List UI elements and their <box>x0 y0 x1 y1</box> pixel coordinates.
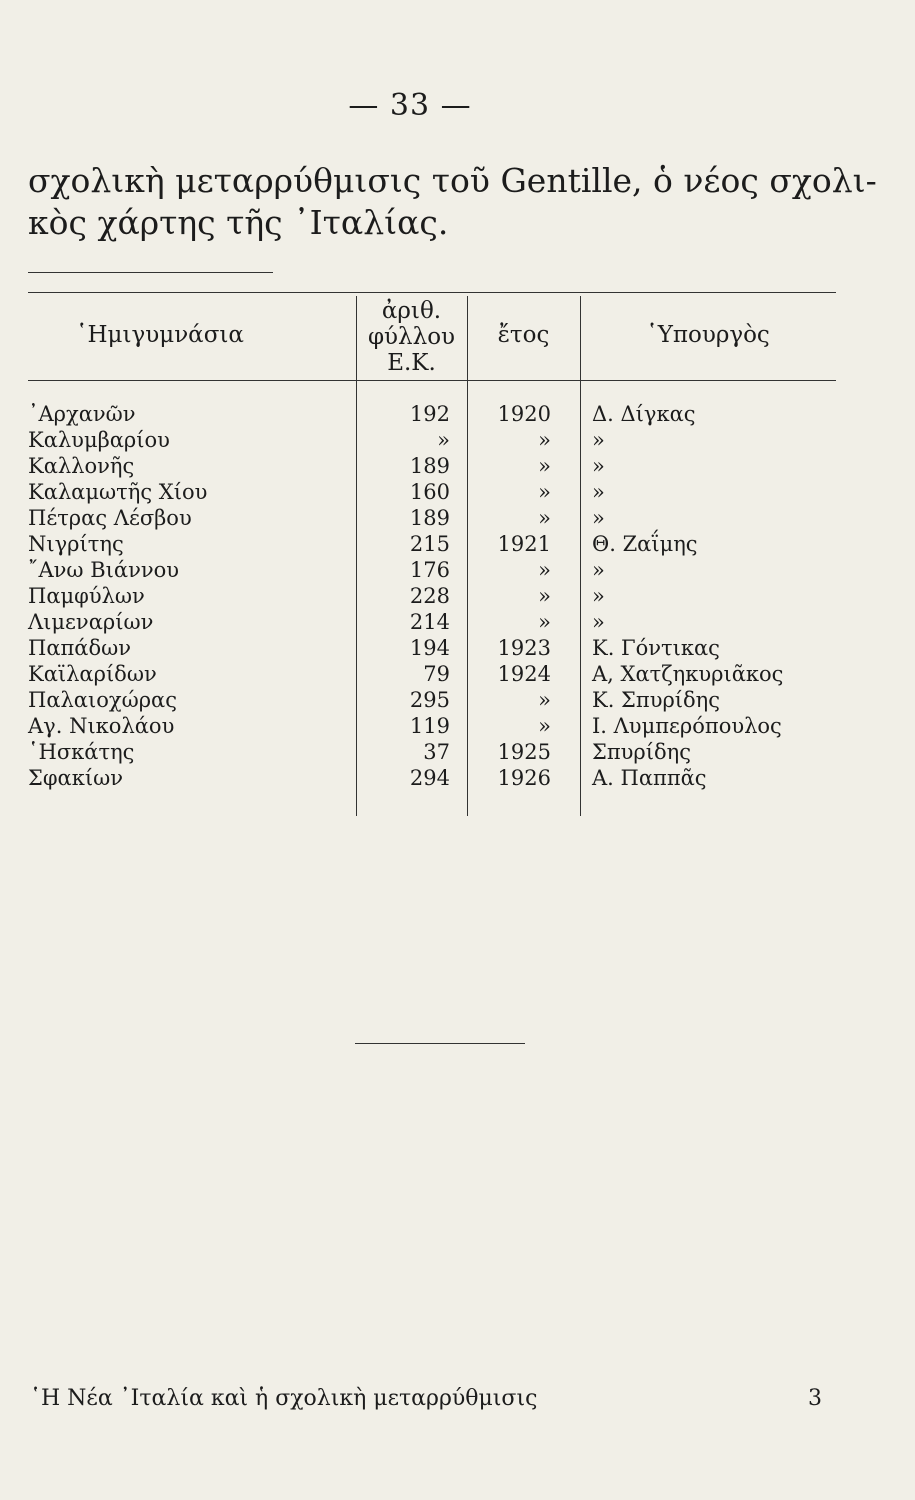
cell-year: » <box>538 688 551 712</box>
cell-sheet-number: 79 <box>423 662 450 686</box>
cell-year: » <box>538 428 551 452</box>
header-year: ἔτος <box>497 322 550 348</box>
cell-school: Σφακίων <box>28 766 123 790</box>
cell-minister: Κ. Γόντικας <box>592 636 720 660</box>
cell-minister: Σπυρίδης <box>592 740 691 764</box>
table-row <box>0 532 915 558</box>
cell-school: ᾿Αρχανῶν <box>28 402 136 426</box>
cell-sheet-number: » <box>437 428 450 452</box>
cell-sheet-number: 194 <box>409 636 450 660</box>
cell-year: » <box>538 506 551 530</box>
cell-minister: Κ. Σπυρίδης <box>592 688 721 712</box>
cell-sheet-number: 214 <box>409 610 450 634</box>
cell-sheet-number: 215 <box>409 532 450 556</box>
cell-sheet-number: 189 <box>409 506 450 530</box>
cell-school: Πέτρας Λέσβου <box>28 506 192 530</box>
cell-minister: Θ. Ζαΐμης <box>592 532 698 556</box>
table-row <box>0 506 915 532</box>
cell-year: » <box>538 714 551 738</box>
header-school: ῾Ημιγυμνάσια <box>76 322 244 348</box>
footer-book-title: ῾Η Νέα ᾿Ιταλία καὶ ἡ σχολικὴ μεταρρύθμισις <box>30 1386 538 1411</box>
table-row <box>0 766 915 792</box>
cell-minister: » <box>592 506 605 530</box>
table-row <box>0 610 915 636</box>
table-row <box>0 402 915 428</box>
intro-line-1: σχολικὴ μεταρρύθμισις τοῦ Gentille, ὁ νέος σχολι- <box>28 161 877 200</box>
header-minister: ῾Υπουργὸς <box>646 322 770 348</box>
cell-minister: Α, Χατζηκυριᾶκος <box>592 662 784 686</box>
cell-school: Παπάδων <box>28 636 132 660</box>
cell-year: 1924 <box>497 662 551 686</box>
cell-school: Καϊλαρίδων <box>28 662 157 686</box>
table-row <box>0 480 915 506</box>
footer-signature-mark: 3 <box>808 1386 822 1411</box>
cell-sheet-number: 294 <box>409 766 450 790</box>
cell-minister: Δ. Δίγκας <box>592 402 696 426</box>
table-top-rule <box>28 292 836 293</box>
cell-minister: » <box>592 610 605 634</box>
table-row <box>0 662 915 688</box>
cell-sheet-number: 295 <box>409 688 450 712</box>
cell-year: 1926 <box>497 766 551 790</box>
cell-sheet-number: 228 <box>409 584 450 608</box>
cell-school: ῎Ανω Βιάννου <box>28 558 180 582</box>
table-row <box>0 584 915 610</box>
cell-school: Καλλονῆς <box>28 454 135 478</box>
header-sheet-line-3: Ε.Κ. <box>387 350 436 376</box>
table-body <box>0 402 915 792</box>
cell-school: Νιγρίτης <box>28 532 124 556</box>
cell-year: 1925 <box>497 740 551 764</box>
header-sheet-line-1: ἀριθ. <box>381 298 442 324</box>
table-row <box>0 428 915 454</box>
cell-school: Αγ. Νικολάου <box>28 714 175 738</box>
intro-paragraph <box>28 160 877 244</box>
table-row <box>0 558 915 584</box>
header-sheet-line-2: φύλλου <box>367 324 456 350</box>
cell-minister: Α. Παππᾶς <box>592 766 707 790</box>
cell-school: Λιμεναρίων <box>28 610 154 634</box>
cell-year: » <box>538 454 551 478</box>
closing-rule <box>355 1043 525 1044</box>
cell-school: Καλαμωτῆς Χίου <box>28 480 208 504</box>
cell-school: Καλυμβαρίου <box>28 428 170 452</box>
cell-sheet-number: 176 <box>409 558 450 582</box>
intro-line-2: κὸς χάρτης τῆς ᾿Ιταλίας. <box>28 203 449 242</box>
table-row <box>0 636 915 662</box>
cell-minister: Ι. Λυμπερόπουλος <box>592 714 782 738</box>
cell-year: » <box>538 558 551 582</box>
table-row <box>0 688 915 714</box>
cell-year: 1920 <box>497 402 551 426</box>
cell-sheet-number: 160 <box>409 480 450 504</box>
table-header-rule <box>28 380 836 381</box>
cell-sheet-number: 37 <box>423 740 450 764</box>
cell-minister: » <box>592 428 605 452</box>
table-row <box>0 740 915 766</box>
cell-year: » <box>538 584 551 608</box>
cell-minister: » <box>592 480 605 504</box>
cell-minister: » <box>592 558 605 582</box>
cell-school: Παμφύλων <box>28 584 145 608</box>
cell-year: 1921 <box>497 532 551 556</box>
cell-sheet-number: 119 <box>409 714 450 738</box>
cell-school: Παλαιοχώρας <box>28 688 177 712</box>
section-divider <box>28 272 273 273</box>
cell-year: 1923 <box>497 636 551 660</box>
cell-sheet-number: 192 <box>409 402 450 426</box>
page-number: — 33 — <box>348 88 472 123</box>
cell-minister: » <box>592 454 605 478</box>
cell-sheet-number: 189 <box>409 454 450 478</box>
cell-school: ῾Ησκάτης <box>28 740 135 764</box>
cell-minister: » <box>592 584 605 608</box>
table-row <box>0 454 915 480</box>
header-sheet-number <box>356 298 467 376</box>
cell-year: » <box>538 610 551 634</box>
table-row <box>0 714 915 740</box>
cell-year: » <box>538 480 551 504</box>
